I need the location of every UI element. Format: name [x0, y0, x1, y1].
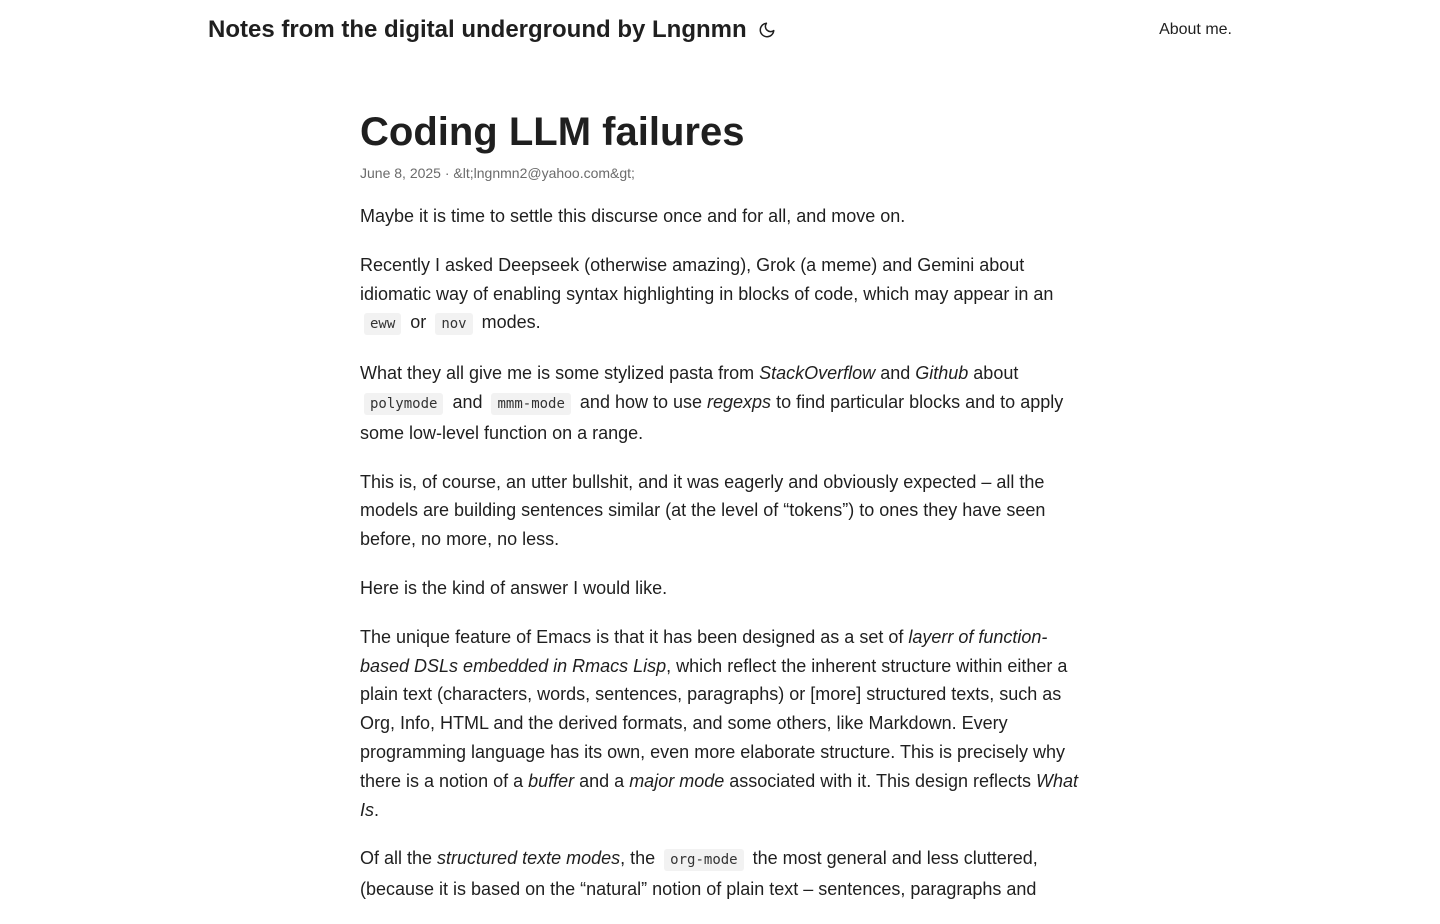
- paragraph-3: [360, 359, 1080, 447]
- emphasis: buffer: [528, 770, 575, 791]
- text: associated with it. This design reflects: [724, 770, 1037, 791]
- text: and: [447, 391, 488, 412]
- paragraph-4: This is, of course, an utter bullshit, and it was eagerly and obviously expected – all the models are building sentences similar (at the level of “tokens”) to ones they have seen before, no more, no less.: [360, 471, 1046, 550]
- code-mmm-mode: mmm-mode: [491, 393, 570, 415]
- paragraph-1: Maybe it is time to settle this discurse once and for all, and move on.: [360, 206, 906, 226]
- paragraph-2: [360, 251, 1080, 339]
- post-meta: [360, 164, 1080, 188]
- paragraph-7: [360, 844, 1080, 904]
- text: and a: [574, 770, 630, 791]
- code-org-mode: org-mode: [664, 849, 743, 871]
- emphasis: What Is: [360, 770, 1079, 820]
- code-polymode: polymode: [364, 393, 443, 415]
- post-article: [360, 100, 1080, 924]
- emphasis: StackOverflow: [759, 363, 876, 384]
- emphasis: regexps: [707, 391, 772, 412]
- emphasis: Github: [915, 363, 969, 384]
- text: , the: [620, 848, 661, 869]
- code-nov: nov: [435, 313, 472, 335]
- post-date: June 8, 2025: [360, 165, 441, 181]
- post-content: [360, 202, 1080, 904]
- text: and how to use: [574, 391, 708, 412]
- text: to find particular blocks and to apply some low-level function on a range.: [360, 391, 1064, 443]
- site-title-link[interactable]: Notes from the digital underground by Lngnmn: [208, 16, 747, 43]
- site-header: [208, 0, 1232, 60]
- nav-about-link[interactable]: About me.: [1159, 21, 1232, 38]
- text: modes.: [476, 312, 541, 333]
- post-title: Coding LLM failures: [360, 110, 745, 154]
- emphasis: structured texte modes: [437, 848, 621, 869]
- text: Of all the: [360, 848, 438, 869]
- text: Recently I asked Deepseek (otherwise amazing), Grok (a meme) and Gemini about idiomatic way of enabling syntax highlighting in blocks of code, which may appear in an: [360, 254, 1054, 304]
- text: about: [968, 363, 1019, 384]
- text: or: [405, 312, 432, 333]
- emphasis: major mode: [629, 770, 725, 791]
- text: , which reflect the inherent structure within either a plain text (characters, words, sentences, paragraphs) or [more] structured texts, such as Org, Info, HTML and the derived formats, and some others, like Markdown. Every programming language has its own, even more elaborate structure. This is precisely why there is a notion of a: [360, 655, 1068, 791]
- moon-icon[interactable]: [756, 19, 778, 41]
- text: the most general and less cluttered, (because it is based on the “natural” notion of plain text – sentences, paragraphs and: [360, 848, 1038, 900]
- code-eww: eww: [364, 313, 401, 335]
- paragraph-6: [360, 623, 1080, 825]
- text: The unique feature of Emacs is that it has been designed as a set of: [360, 626, 909, 647]
- emphasis: layerr of function-based DSLs embedded in Rmacs Lisp: [360, 626, 1048, 676]
- meta-separator: ·: [440, 165, 454, 181]
- text: What they all give me is some stylized pasta from: [360, 363, 760, 384]
- paragraph-5: Here is the kind of answer I would like.: [360, 577, 668, 598]
- text: and: [875, 363, 916, 384]
- post-author: &lt;lngnmn2@yahoo.com&gt;: [453, 165, 635, 181]
- text: .: [374, 799, 380, 820]
